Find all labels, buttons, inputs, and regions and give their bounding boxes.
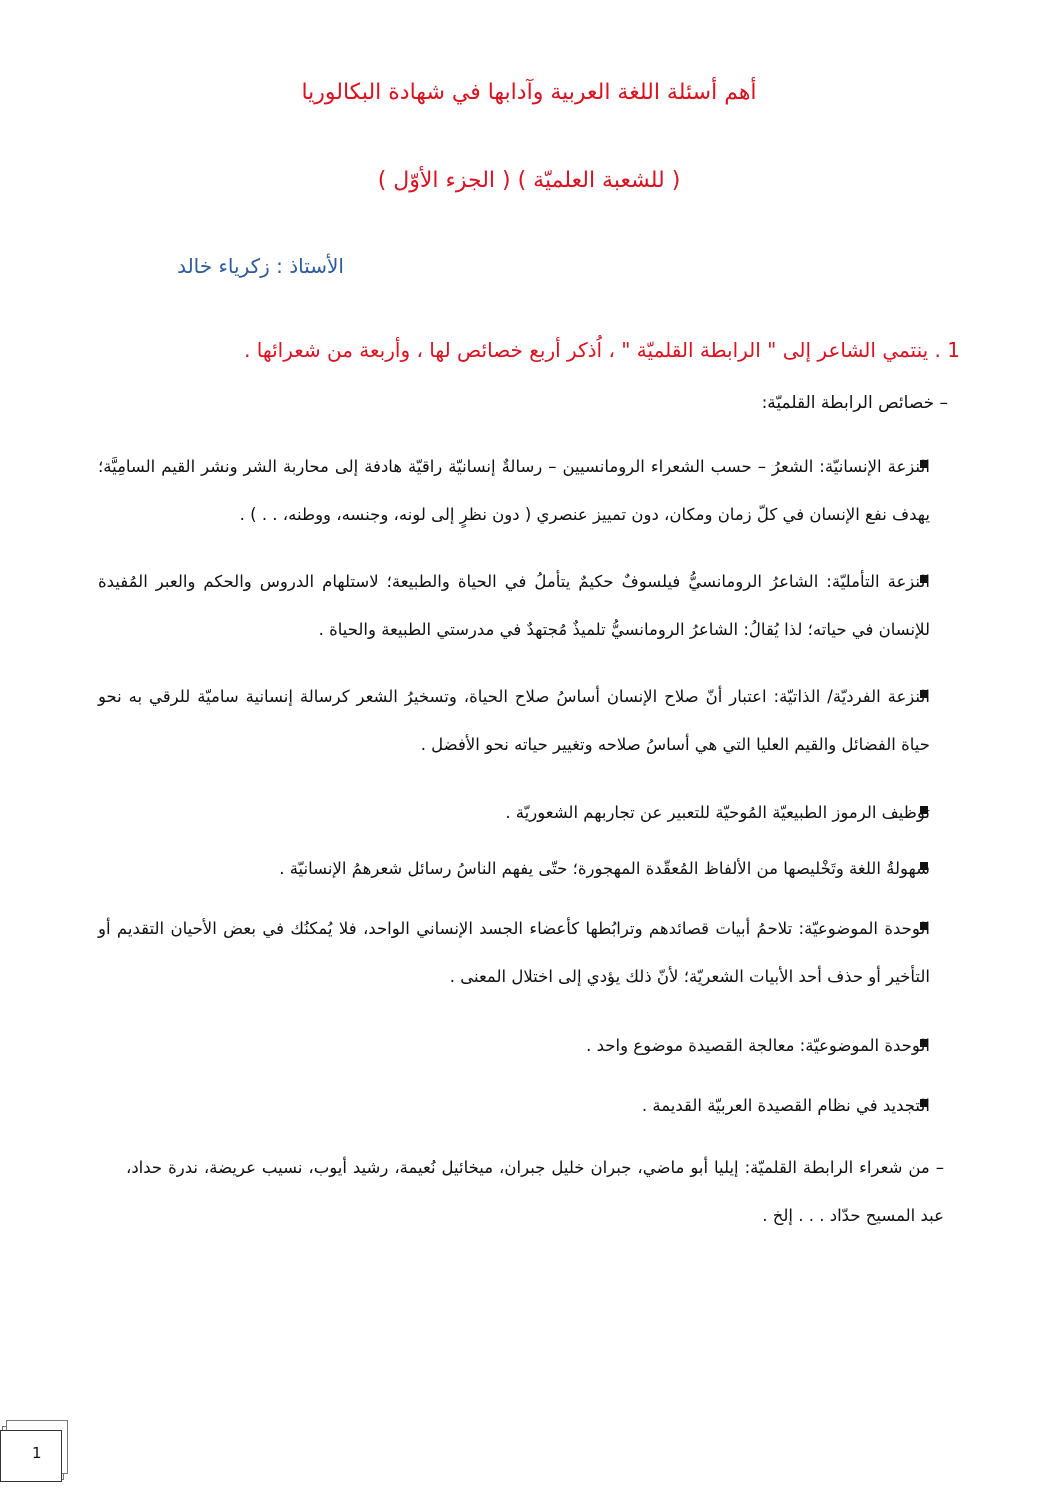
list-item: التجديد في نظام القصيدة العربيّة القديمة . <box>641 1096 930 1115</box>
list-item: النزعة الإنسانيّة: الشعرُ – حسب الشعراء الرومانسيين – رسالةٌ إنسانيّة راقيّة هادفة إلى محاربة الشر ونشر القيم السامِيَّة؛ يهدف نفع الإنسان في كلّ زمان ومكان، دون تمييز عنصري ( دون نظرٍ إلى لونه، وجنسه، ووطنه، . . ) . <box>98 457 930 524</box>
document-subtitle: ( للشعبة العلميّة ) ( الجزء الأوّل ) <box>377 168 681 193</box>
list-item: سهولةُ اللغة وتَخْليصها من الألفاظ المُعقّدة المهجورة؛ حتّى يفهم الناسُ رسائل شعرهمُ الإنسانيّة . <box>279 859 930 878</box>
list-item: النزعة التأمليّة: الشاعرُ الرومانسيُّ فيلسوفٌ حكيمٌ يتأملُ في الحياة والطبيعة؛ لاستلهام الدروس والحكم والعبر المُفيدة للإنسان في حياته؛ لذا يُقالُ: الشاعرُ الرومانسيُّ تلميذٌ مُجتهدٌ في مدرستي الطبيعة والحياة . <box>98 572 930 639</box>
list-item: الوحدة الموضوعيّة: تلاحمُ أبيات قصائدهم وترابُطها كأعضاء الجسد الإنساني الواحد، فلا يُمكنُك في بعض الأحيان التقديم أو التأخير أو حذف أحد الأبيات الشعريّة؛ لأنّ ذلك يؤدي إلى اختلال المعنى . <box>98 919 930 986</box>
author-name: الأستاذ : زكرياء خالد <box>177 254 344 278</box>
list-item: توظيف الرموز الطبيعيّة المُوحيّة للتعبير عن تجاربهم الشعوريّة . <box>505 803 930 822</box>
list-item: الوحدة الموضوعيّة: معالجة القصيدة موضوع واحد . <box>586 1036 930 1055</box>
question-1: 1 . ينتمي الشاعر إلى " الرابطة القلميّة " ، اُذكر أربع خصائص لها ، وأربعة من شعرائها . <box>244 338 960 362</box>
poets-list: – من شعراء الرابطة القلميّة: إيليا أبو ماضي، جبران خليل جبران، ميخائيل نُعيمة، رشيد أيوب، نسيب عريضة، ندرة حداد، عبد المسيح حدّاد . . . إلخ . <box>126 1158 944 1225</box>
page-number: 1 <box>32 1444 42 1462</box>
list-item: النزعة الفرديّة/ الذاتيّة: اعتبار أنّ صلاح الإنسان أساسُ صلاح الحياة، وتسخيرُ الشعر كرسالة إنسانية ساميّة للرقي به نحو حياة الفضائل والقيم العليا التي هي أساسُ صلاحه وتغيير حياته نحو الأفضل . <box>98 687 930 754</box>
document-title: أهم أسئلة اللغة العربية وآدابها في شهادة البكالوريا <box>301 80 757 105</box>
section-heading: – خصائص الرابطة القلميّة: <box>761 393 948 413</box>
